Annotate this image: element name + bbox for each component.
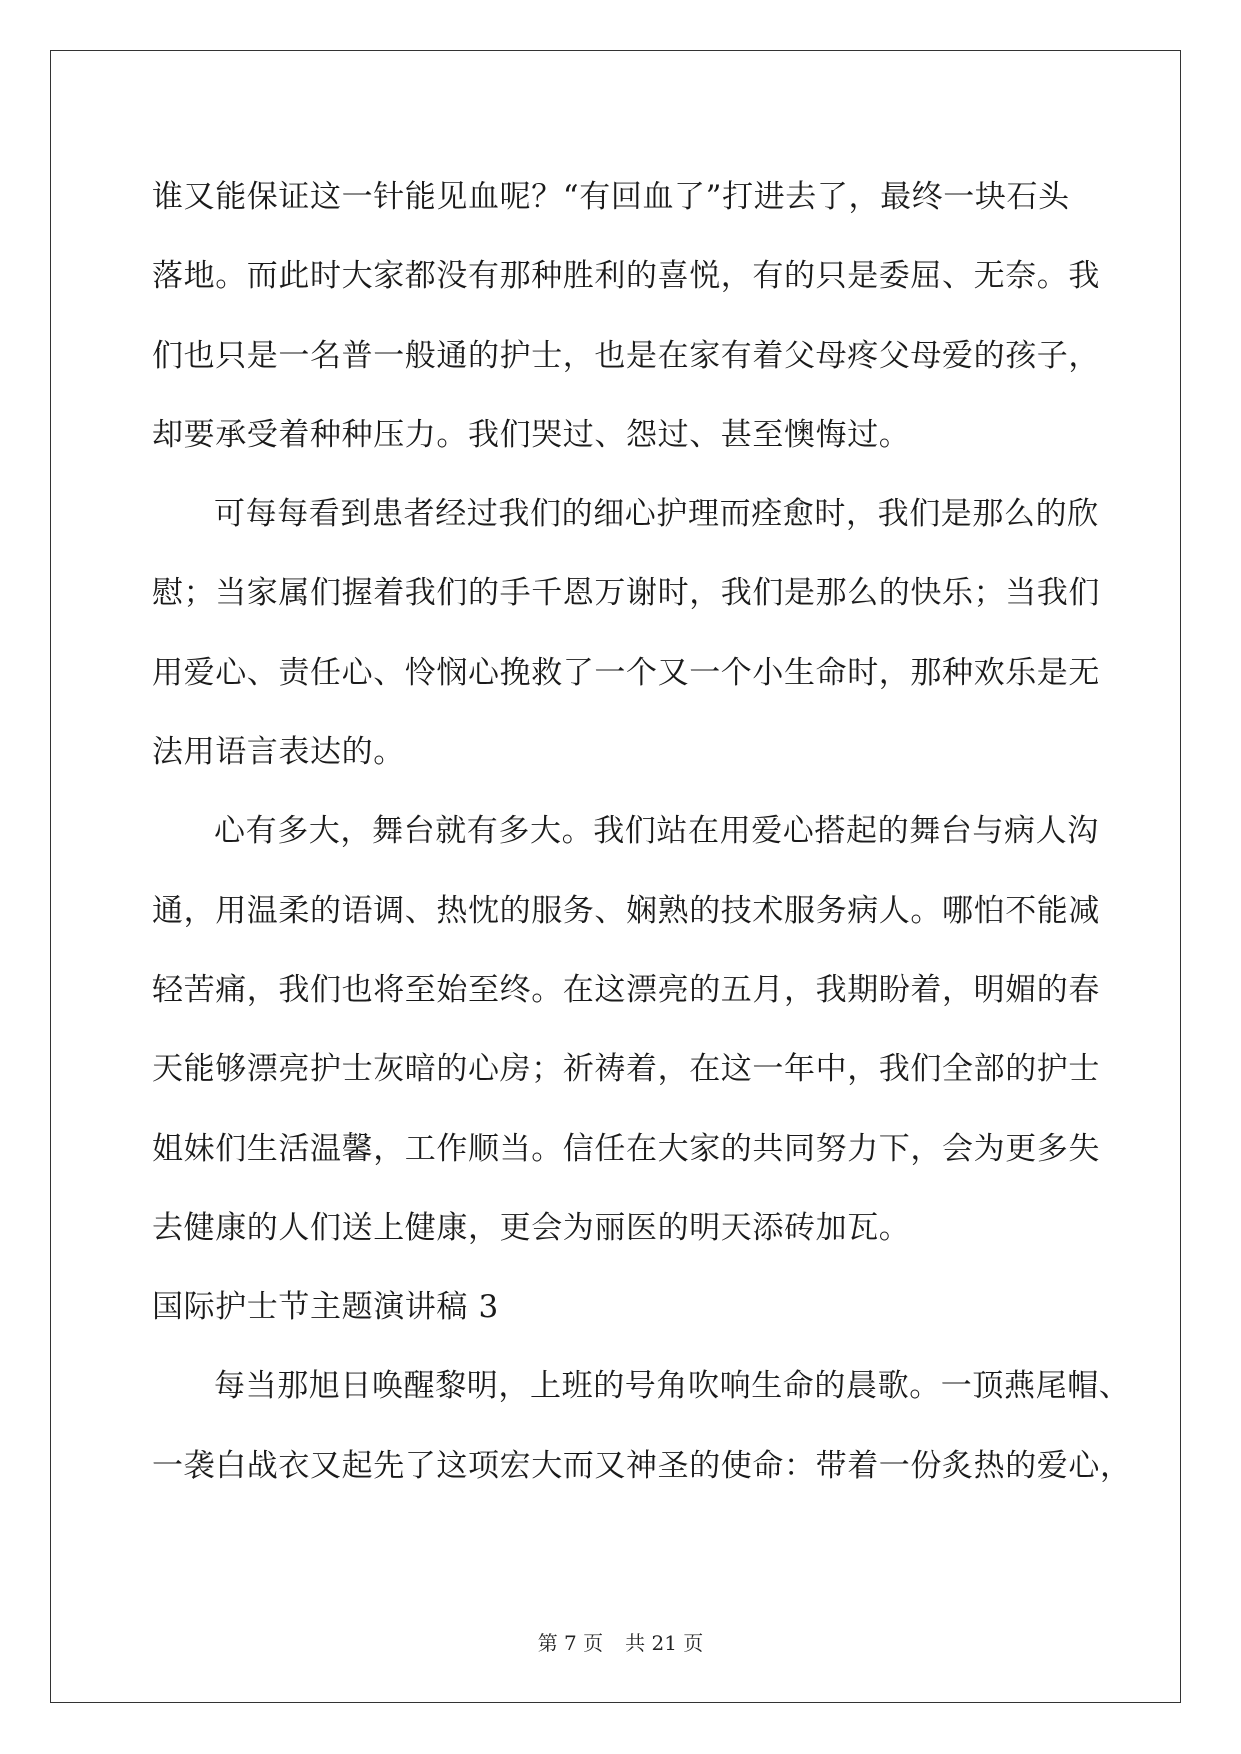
- text-line: 们也只是一名普一般通的护士，也是在家有着父母疼父母爱的孩子，: [152, 337, 1100, 374]
- text-line: 却要承受着种种压力。我们哭过、怨过、甚至懊悔过。: [152, 416, 911, 453]
- text-line: 法用语言表达的。: [152, 734, 405, 771]
- text-line: 轻苦痛，我们也将至始至终。在这漂亮的五月，我期盼着，明媚的春: [152, 971, 1100, 1008]
- text-line: 心有多大，舞台就有多大。我们站在用爱心搭起的舞台与病人沟: [214, 813, 1099, 850]
- section-heading: 国际护士节主题演讲稿 3: [152, 1289, 499, 1326]
- text-line: 去健康的人们送上健康，更会为丽医的明天添砖加瓦。: [152, 1209, 911, 1246]
- text-line: 通，用温柔的语调、热忱的服务、娴熟的技术服务病人。哪怕不能减: [152, 892, 1100, 929]
- page-number: 第 7 页: [537, 1631, 604, 1655]
- text-line: 慰；当家属们握着我们的手千恩万谢时，我们是那么的快乐；当我们: [152, 575, 1100, 612]
- page-total: 共 21 页: [625, 1631, 704, 1655]
- text-line: 可每每看到患者经过我们的细心护理而痊愈时，我们是那么的欣: [214, 496, 1099, 533]
- text-line: 天能够漂亮护士灰暗的心房；祈祷着，在这一年中，我们全部的护士: [152, 1051, 1100, 1088]
- text-line: 姐妹们生活温馨，工作顺当。信任在大家的共同努力下，会为更多失: [152, 1130, 1100, 1167]
- text-line: 落地。而此时大家都没有那种胜利的喜悦，有的只是委屈、无奈。我: [152, 258, 1100, 295]
- page-footer: [0, 1627, 1241, 1656]
- text-line: 一袭白战衣又起先了这项宏大而又神圣的使命：带着一份炙热的爱心，: [152, 1447, 1132, 1484]
- text-line: 每当那旭日唤醒黎明，上班的号角吹响生命的晨歌。一顶燕尾帽、: [214, 1368, 1131, 1405]
- text-line: 谁又能保证这一针能见血呢？“有回血了”打进去了，最终一块石头: [152, 179, 1070, 215]
- text-line: 用爱心、责任心、怜悯心挽救了一个又一个小生命时，那种欢乐是无: [152, 654, 1100, 691]
- document-body: [152, 158, 1132, 1506]
